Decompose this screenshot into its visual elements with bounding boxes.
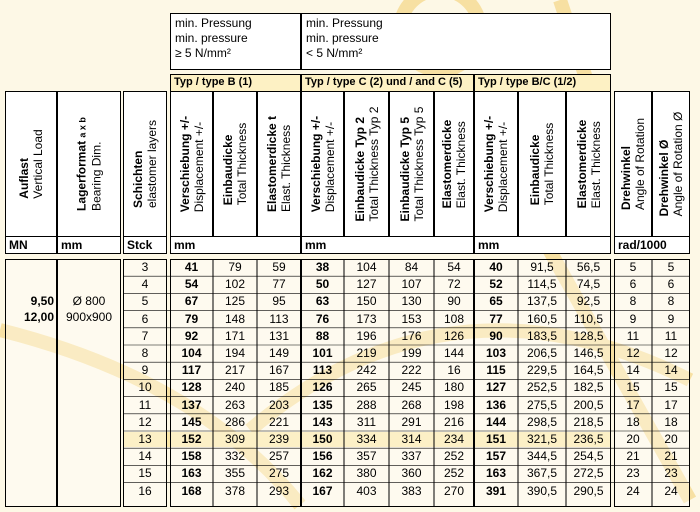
table-cell: 11 bbox=[626, 328, 640, 343]
table-cell: 221 bbox=[268, 414, 290, 429]
table-cell: 79 bbox=[228, 260, 242, 274]
table-cell: 41 bbox=[184, 260, 199, 274]
table-cell: 115 bbox=[486, 363, 506, 378]
table-cell: 50 bbox=[315, 277, 330, 292]
table-cell: 153 bbox=[401, 311, 422, 326]
table-cell: 167 bbox=[268, 363, 290, 378]
table-cell: 104 bbox=[181, 346, 202, 360]
table-cell: 128 bbox=[181, 380, 202, 395]
table-cell: 272,5 bbox=[573, 466, 604, 481]
col-subtitle: Displacement +/- bbox=[496, 121, 510, 213]
table-cell: 103 bbox=[485, 346, 507, 360]
table-cell: 150 bbox=[312, 432, 333, 446]
unit-mm-c: mm bbox=[301, 237, 474, 254]
col-subtitle: Angle of Rotation Ø bbox=[671, 111, 685, 217]
table-cell: 15 bbox=[664, 380, 678, 395]
col-subtitle: Total Thickness bbox=[542, 122, 556, 206]
col-subtitle: Elast. Thickness bbox=[454, 121, 468, 209]
type-b-header: Typ / type B (1) bbox=[170, 74, 301, 91]
table-cell: 16 bbox=[447, 363, 461, 378]
table-cell: 293 bbox=[268, 483, 290, 498]
col-title: Schichten bbox=[131, 150, 145, 209]
table-cell: 321,5 bbox=[526, 432, 558, 446]
col-title: Verschiebung +/- bbox=[308, 115, 323, 213]
col-elast-b bbox=[257, 91, 301, 237]
table-cell: 164,5 bbox=[573, 363, 604, 378]
table-cell: 158 bbox=[181, 449, 202, 464]
table-cell: 21 bbox=[626, 449, 640, 464]
table-cell: 6 bbox=[667, 277, 675, 292]
table-cell: 257 bbox=[268, 449, 290, 464]
table-cell: 196 bbox=[356, 328, 377, 343]
col-title: Elastomerdicke bbox=[440, 119, 454, 209]
table-cell: 270 bbox=[443, 483, 465, 498]
table-cell: 167 bbox=[312, 483, 333, 498]
table-cell: 102 bbox=[224, 277, 246, 292]
table-cell: 20 bbox=[664, 432, 678, 446]
table-cell: 314 bbox=[401, 432, 422, 446]
col-elast-c bbox=[434, 91, 474, 237]
table-cell: 378 bbox=[224, 483, 246, 498]
table-cell: 236,5 bbox=[573, 432, 604, 446]
table-cell: 17 bbox=[664, 397, 678, 412]
col-subtitle: Elast. Thickness bbox=[588, 121, 603, 209]
pressure-header-b bbox=[170, 13, 301, 70]
table-cell: 290,5 bbox=[573, 483, 604, 498]
col-einbau-b bbox=[213, 91, 257, 237]
table-cell: 380 bbox=[356, 466, 377, 481]
col-lagerformat bbox=[57, 91, 121, 237]
table-cell: 185 bbox=[268, 380, 290, 395]
table-cell: 24 bbox=[626, 483, 640, 498]
table-cell: 128,5 bbox=[573, 328, 604, 343]
table-cell: 157 bbox=[485, 449, 507, 464]
table-cell: 131 bbox=[268, 328, 290, 343]
table-cell: 163 bbox=[485, 466, 507, 481]
table-cell: 8 bbox=[629, 294, 637, 309]
table-cell: 18 bbox=[664, 414, 678, 429]
table-cell: 234 bbox=[443, 432, 465, 446]
table-cell: 125 bbox=[224, 294, 246, 309]
table-cell: 162 bbox=[312, 466, 333, 481]
table-cell: 252 bbox=[443, 449, 465, 464]
table-cell: 150 bbox=[356, 294, 377, 309]
table-cell: 216 bbox=[443, 414, 465, 429]
table-cell: 114,5 bbox=[527, 277, 557, 292]
table-cell: 108 bbox=[443, 311, 465, 326]
table-cell: 275,5 bbox=[526, 397, 558, 412]
table-cell: 242 bbox=[356, 363, 377, 378]
table-cell: 136 bbox=[485, 397, 507, 412]
table-cell: 5 bbox=[667, 260, 675, 274]
table-cell: 95 bbox=[272, 294, 286, 309]
table-cell: 288 bbox=[356, 397, 377, 412]
table-cell: 14 bbox=[626, 363, 640, 378]
col-versch-c bbox=[301, 91, 344, 237]
table-cell: 357 bbox=[356, 449, 377, 464]
table-cell: 286 bbox=[224, 414, 246, 429]
table-cell: 152 bbox=[181, 432, 202, 446]
table-cell: 146,5 bbox=[573, 346, 604, 360]
table-cell: 13 bbox=[138, 432, 152, 446]
table-cell: 40 bbox=[489, 260, 503, 274]
table-cell: 263 bbox=[224, 397, 246, 412]
table-cell: 265 bbox=[356, 380, 377, 395]
table-cell: 56,5 bbox=[576, 260, 601, 274]
table-cell: 240 bbox=[224, 380, 246, 395]
table-cell: 198 bbox=[443, 397, 465, 412]
col-title: Verschiebung +/- bbox=[177, 115, 192, 213]
table-cell: 144 bbox=[443, 346, 465, 360]
col-versch-b bbox=[170, 91, 213, 237]
table-cell: 160,5 bbox=[526, 311, 558, 326]
table-cell: 72 bbox=[447, 277, 461, 292]
pressure-label: min. Pressung bbox=[175, 16, 252, 30]
table-cell: 383 bbox=[401, 483, 422, 498]
load-value-2: 12,00 bbox=[23, 310, 54, 324]
unit-rad: rad/1000 bbox=[614, 237, 690, 254]
table-cell: 275 bbox=[268, 466, 290, 481]
table-cell: 171 bbox=[224, 328, 246, 343]
table-cell: 360 bbox=[401, 466, 422, 481]
col-subtitle: Elast. Thickness bbox=[279, 124, 293, 213]
table-cell: 77 bbox=[272, 277, 286, 292]
col-drehwinkel-o bbox=[652, 91, 690, 237]
table-cell: 337 bbox=[401, 449, 422, 464]
table-cell: 182,5 bbox=[573, 380, 604, 395]
table-cell: 355 bbox=[224, 466, 246, 481]
table-cell: 127 bbox=[356, 277, 377, 292]
type-bc-header: Typ / type B/C (1/2) bbox=[474, 74, 611, 91]
dim-value-2: 900x900 bbox=[65, 310, 113, 324]
table-cell: 219 bbox=[356, 346, 377, 360]
table-cell: 90 bbox=[447, 294, 461, 309]
col-title: Lagerformat bbox=[74, 140, 89, 211]
table-cell: 126 bbox=[443, 328, 465, 343]
table-cell: 92,5 bbox=[576, 294, 601, 309]
table-cell: 298,5 bbox=[526, 414, 558, 429]
table-cell: 151 bbox=[485, 432, 507, 446]
table-cell: 217 bbox=[224, 363, 246, 378]
col-title: Drehwinkel Ø bbox=[657, 139, 671, 217]
table-cell: 91,5 bbox=[530, 260, 554, 274]
table-cell: 88 bbox=[315, 328, 330, 343]
col-subtitle: Total Thickness Typ 2 bbox=[366, 106, 381, 222]
table-cell: 38 bbox=[315, 260, 330, 274]
table-cell: 156 bbox=[312, 449, 333, 464]
pressure-label-en: min. pressure bbox=[175, 31, 248, 45]
table-cell: 135 bbox=[312, 397, 333, 412]
table-cell: 199 bbox=[401, 346, 422, 360]
col-title: Einbaudicke bbox=[528, 134, 542, 206]
table-cell: 92 bbox=[184, 328, 199, 343]
table-cell: 5 bbox=[141, 294, 149, 309]
table-cell: 180 bbox=[443, 380, 465, 395]
unit-mm: mm bbox=[57, 237, 121, 254]
table-cell: 137,5 bbox=[526, 294, 558, 309]
table-cell: 6 bbox=[141, 311, 149, 326]
unit-stck: Stck bbox=[123, 237, 167, 254]
col-subtitle: Displacement +/- bbox=[322, 121, 337, 213]
table-cell: 173 bbox=[356, 311, 377, 326]
col-subtitle: elastomer layers bbox=[145, 119, 159, 209]
table-cell: 200,5 bbox=[573, 397, 604, 412]
table-cell: 12 bbox=[664, 346, 678, 360]
table-cell: 252,5 bbox=[526, 380, 558, 395]
table-cell: 311 bbox=[356, 414, 377, 429]
table-cell: 390,5 bbox=[526, 483, 558, 498]
pressure-value: ≥ 5 N/mm² bbox=[175, 46, 231, 60]
table-cell: 245 bbox=[401, 380, 422, 395]
table-cell: 113 bbox=[269, 311, 289, 326]
col-title: Elastomerdicke t bbox=[265, 115, 279, 213]
load-value-1: 9,50 bbox=[30, 294, 54, 308]
col-subtitle: Displacement +/- bbox=[191, 121, 206, 213]
table-cell: 7 bbox=[141, 328, 149, 343]
table-cell: 14 bbox=[664, 363, 678, 378]
col-title: Drehwinkel bbox=[619, 146, 633, 211]
table-cell: 9 bbox=[629, 311, 637, 326]
table-cell: 391 bbox=[485, 483, 507, 498]
table-cell: 206,5 bbox=[526, 346, 558, 360]
table-cell: 183,5 bbox=[526, 328, 558, 343]
dim-value-1: Ø 800 bbox=[72, 294, 106, 308]
table-cell: 104 bbox=[356, 260, 377, 274]
table-cell: 14 bbox=[138, 449, 152, 464]
table-cell: 54 bbox=[447, 260, 461, 274]
col-einbau-bc bbox=[518, 91, 566, 237]
col-title: Einbaudicke bbox=[221, 134, 235, 206]
table-cell: 126 bbox=[312, 380, 333, 395]
table-cell: 334 bbox=[356, 432, 377, 446]
table-cell: 309 bbox=[224, 432, 246, 446]
col-auflast bbox=[5, 91, 57, 237]
table-cell: 15 bbox=[626, 380, 640, 395]
col-title: Elastomerdicke bbox=[574, 119, 589, 209]
table-cell: 15 bbox=[138, 466, 152, 481]
table-cell: 117 bbox=[181, 363, 202, 378]
table-cell: 3 bbox=[141, 260, 149, 274]
col-drehwinkel bbox=[614, 91, 652, 237]
table-cell: 21 bbox=[664, 449, 678, 464]
table-cell: 84 bbox=[404, 260, 419, 274]
col-title: Verschiebung +/- bbox=[482, 115, 496, 213]
table-cell: 110,5 bbox=[573, 311, 604, 326]
table-cell: 148 bbox=[224, 311, 246, 326]
table-cell: 12 bbox=[138, 414, 152, 429]
col-subtitle: Total Thickness bbox=[235, 122, 249, 206]
table-cell: 52 bbox=[489, 277, 503, 292]
col-subtitle: Bearing Dim. bbox=[89, 141, 104, 211]
table-cell: 67 bbox=[184, 294, 199, 309]
table-cell: 254,5 bbox=[573, 449, 604, 464]
table-cell: 11 bbox=[664, 328, 678, 343]
table-cell: 16 bbox=[138, 483, 152, 498]
table-cell: 11 bbox=[138, 397, 152, 412]
table-cell: 332 bbox=[224, 449, 246, 464]
table-cell: 90 bbox=[489, 328, 503, 343]
unit-mm-b: mm bbox=[170, 237, 301, 254]
col-title-suffix: a x b bbox=[77, 117, 88, 138]
table-cell: 145 bbox=[181, 414, 202, 429]
table-cell: 12 bbox=[626, 346, 640, 360]
table-cell: 54 bbox=[184, 277, 199, 292]
col-title: Auflast bbox=[17, 158, 31, 199]
table-cell: 149 bbox=[268, 346, 290, 360]
table-cell: 8 bbox=[141, 346, 149, 360]
table-cell: 20 bbox=[626, 432, 640, 446]
col-einbau5-c bbox=[389, 91, 434, 237]
table-cell: 9 bbox=[667, 311, 675, 326]
table-cell: 18 bbox=[626, 414, 640, 429]
table-cell: 79 bbox=[184, 311, 199, 326]
table-cell: 218,5 bbox=[573, 414, 604, 429]
table-cell: 143 bbox=[312, 414, 333, 429]
col-versch-bc bbox=[474, 91, 518, 237]
table-cell: 127 bbox=[485, 380, 507, 395]
table-cell: 239 bbox=[268, 432, 290, 446]
table-cell: 130 bbox=[401, 294, 422, 309]
table-cell: 144 bbox=[485, 414, 507, 429]
table-cell: 6 bbox=[629, 277, 637, 292]
col-einbau2-c bbox=[344, 91, 389, 237]
pressure-value: < 5 N/mm² bbox=[306, 46, 363, 60]
table-cell: 367,5 bbox=[526, 466, 558, 481]
table-cell: 163 bbox=[181, 466, 202, 481]
table-cell: 344,5 bbox=[526, 449, 558, 464]
table-cell: 10 bbox=[138, 380, 152, 395]
table-cell: 176 bbox=[401, 328, 422, 343]
col-schichten bbox=[123, 91, 167, 237]
pressure-label-en: min. pressure bbox=[306, 31, 379, 45]
table-cell: 59 bbox=[272, 260, 286, 274]
table-cell: 24 bbox=[664, 483, 678, 498]
table-cell: 291 bbox=[401, 414, 422, 429]
table-cell: 229,5 bbox=[526, 363, 558, 378]
table-cell: 203 bbox=[268, 397, 290, 412]
col-title: Einbaudicke Typ 2 bbox=[352, 116, 367, 222]
table-cell: 137 bbox=[181, 397, 202, 412]
table-cell: 4 bbox=[141, 277, 149, 292]
table-cell: 5 bbox=[629, 260, 637, 274]
table-cell: 101 bbox=[312, 346, 333, 360]
table-cell: 77 bbox=[489, 311, 503, 326]
table-cell: 403 bbox=[356, 483, 377, 498]
col-elast-bc bbox=[566, 91, 611, 237]
table-cell: 76 bbox=[315, 311, 330, 326]
col-subtitle: Vertical Load bbox=[31, 129, 45, 199]
table-cell: 23 bbox=[626, 466, 640, 481]
table-cell: 63 bbox=[315, 294, 330, 309]
unit-mm-bc: mm bbox=[474, 237, 611, 254]
table-cell: 252 bbox=[443, 466, 465, 481]
type-c-header: Typ / type C (2) und / and C (5) bbox=[301, 74, 474, 91]
unit-mn: MN bbox=[5, 237, 57, 254]
pressure-header-c bbox=[301, 13, 611, 70]
table-cell: 113 bbox=[312, 363, 333, 378]
table-cell: 74,5 bbox=[576, 277, 601, 292]
table-cell: 9 bbox=[141, 363, 149, 378]
table-cell: 168 bbox=[181, 483, 202, 498]
table-cell: 107 bbox=[401, 277, 422, 292]
table-cell: 8 bbox=[667, 294, 675, 309]
table-cell: 23 bbox=[664, 466, 678, 481]
table-cell: 268 bbox=[401, 397, 422, 412]
table-cell: 222 bbox=[401, 363, 422, 378]
col-title: Einbaudicke Typ 5 bbox=[397, 116, 412, 222]
col-subtitle: Total Thickness Typ 5 bbox=[411, 106, 426, 222]
col-subtitle: Angle of Rotation bbox=[633, 117, 647, 211]
table-cell: 194 bbox=[224, 346, 246, 360]
pressure-label: min. Pressung bbox=[306, 16, 383, 30]
table-cell: 65 bbox=[489, 294, 503, 309]
table-cell: 17 bbox=[626, 397, 640, 412]
